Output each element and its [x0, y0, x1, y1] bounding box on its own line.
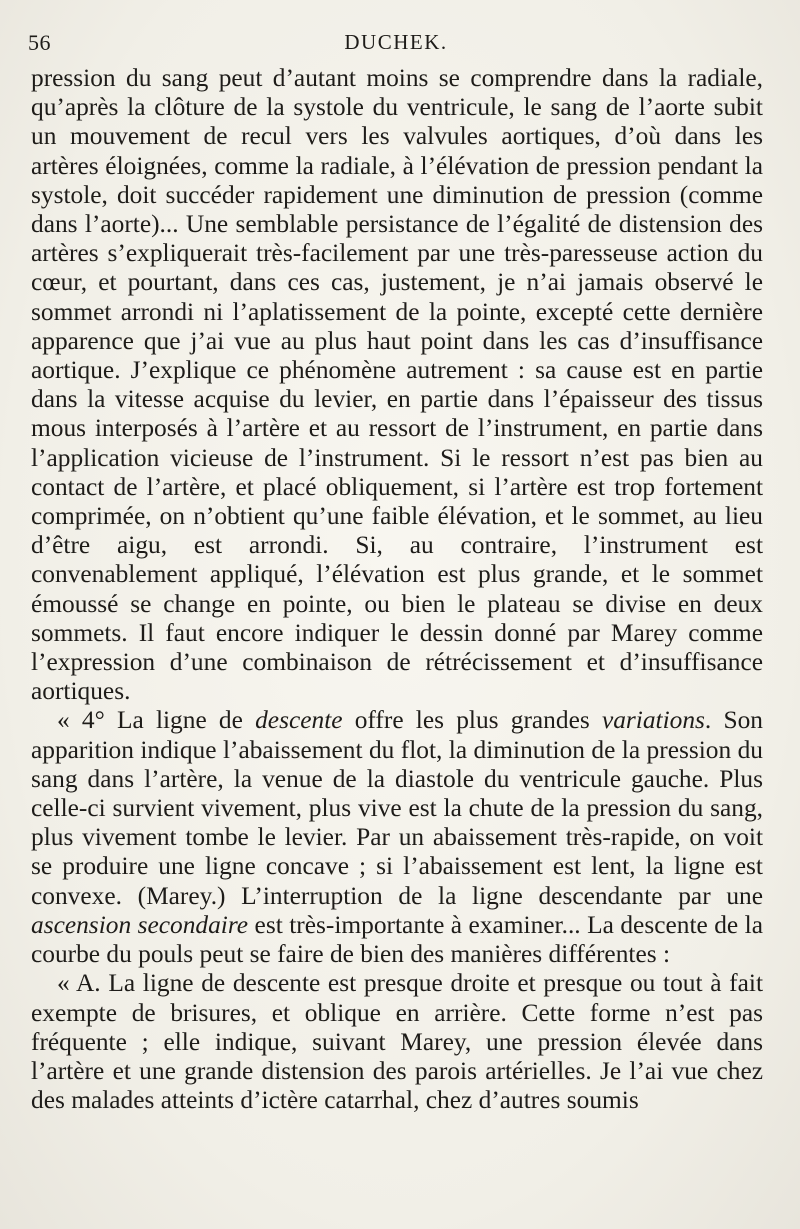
- paragraph-3: [31, 969, 763, 1115]
- page-number: 56: [28, 30, 51, 55]
- italic-term: ascension secondaire: [31, 910, 249, 939]
- paragraph-text: « A. La ligne de descente est presque droite et presque ou tout à fait exempte de brisures, et oblique en arrière. Cette forme n’est pas fréquente ; elle indique, suivant Marey, une pression élevée dans l’artère et une grande distension des parois artérielles. Je l’ai vue chez des malades atteints d’ictère catarrhal, chez d’autres soumis: [31, 969, 763, 1115]
- paragraph-text: « 4° La ligne de: [57, 706, 256, 735]
- paragraph-text: pression du sang peut d’autant moins se comprendre dans la radiale, qu’après la clôture de la systole du ventricule, le sang de l’aorte subit un mouvement de recul vers les valvules aortiques, d’où dans les artères éloignées, comme la radiale, à l’élévation de pression pendant la systole, doit succéder rapidement une diminution de pression (comme dans l’aorte)... Une semblable persistance de l’égalité de distension des artères s’expliquerait très-facilement par une très-paresseuse action du cœur, et pourtant, dans ces cas, justement, je n’ai jamais observé le sommet arrondi ni l’aplatissement de la pointe, excepté cette dernière apparence que j’ai vue au plus haut point dans les cas d’insuffisance aortique. J’explique ce phénomène autrement : sa cause est en partie dans la vitesse acquise du levier, en partie dans l’épaisseur des tissus mous interposés à l’artère et au ressort de l’instrument, en partie dans l’application vicieuse de l’instrument. Si le ressort n’est pas bien au contact de l’artère, et placé obliquement, si l’artère est trop fortement comprimée, on n’obtient qu’une faible élévation, et le sommet, au lieu d’être aigu, est arrondi. Si, au contraire, l’instrument est convenablement appliqué, l’élévation est plus grande, et le sommet émoussé se change en pointe, ou bien le plateau se divise en deux sommets. Il faut encore indiquer le dessin donné par Marey comme l’expression d’une combinaison de rétrécissement et d’insuffisance aortiques.: [31, 64, 763, 706]
- page-header: [28, 30, 764, 62]
- paragraph-1: [31, 64, 763, 706]
- italic-term: variations: [601, 706, 705, 735]
- paragraph-text: est très-importante à examiner... La descente de la courbe du pouls peut se faire de bien des manières différentes :: [31, 910, 764, 969]
- running-head: DUCHEK.: [344, 30, 448, 54]
- paragraph-text: . Son apparition indique l’abaissement du flot, la diminution de la pression du sang dans l’artère, la venue de la diastole du ventricule gauche. Plus celle-ci survient vivement, plus vive est la chute de la pression du sang, plus vivement tombe le levier. Par un abaissement très-rapide, on voit se produire une ligne concave ; si l’abaissement est lent, la ligne est convexe. (Marey.) L’interruption de la ligne descendante par une: [31, 706, 763, 910]
- body-text: [31, 64, 763, 1115]
- paragraph-2: [31, 706, 763, 969]
- paragraph-text: offre les plus grandes: [342, 706, 602, 735]
- italic-term: descente: [255, 706, 343, 735]
